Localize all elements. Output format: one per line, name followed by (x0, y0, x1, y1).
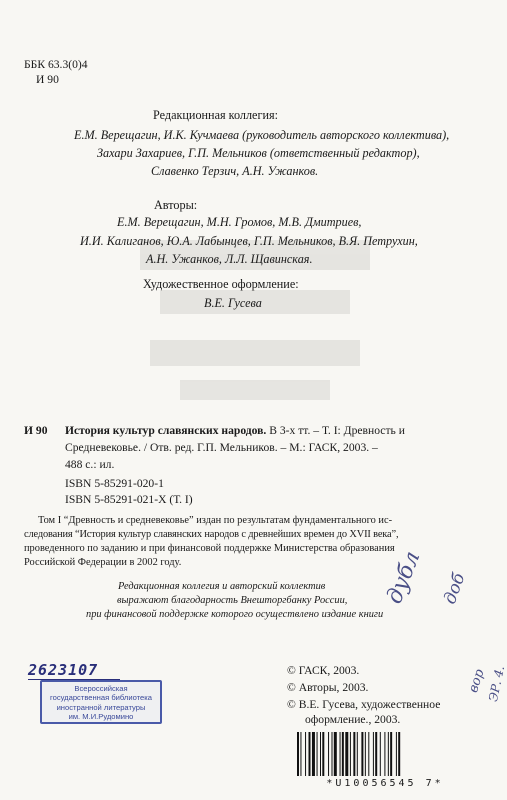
description-line-4: Российской Федерации в 2002 году. (24, 557, 182, 568)
editorial-board-line-2: Захари Захариев, Г.П. Мельников (ответственный редактор), (97, 146, 420, 160)
handwritten-note-4: доб (440, 570, 470, 607)
catalog-line-3: 488 с.: ил. (65, 458, 115, 471)
barcode-bar (398, 732, 400, 776)
authors-line-2: И.И. Калиганов, Ю.А. Лабынцев, Г.П. Мельников, В.Я. Петрухин, (80, 234, 418, 248)
authors-heading: Авторы: (154, 198, 198, 212)
art-design-heading: Художественное оформление: (143, 277, 299, 291)
description-line-1: Том I “Древность и средневековье” издан по результатам фундаментального ис- (38, 515, 393, 526)
editorial-board-line-1: Е.М. Верещагин, И.К. Кучмаева (руководитель авторского коллектива), (74, 128, 450, 142)
stamp-line-4: им. М.И.Рудомино (68, 712, 134, 722)
barcode-bar (309, 732, 311, 776)
barcode-bar (328, 732, 329, 776)
isbn-2: ISBN 5-85291-021-X (Т. I) (65, 493, 193, 506)
isbn-1: ISBN 5-85291-020-1 (65, 477, 164, 490)
editorial-board-line-3: Славенко Терзич, А.Н. Ужанков. (151, 164, 319, 178)
handwritten-note-2: вор (466, 667, 488, 695)
barcode-bar (380, 732, 381, 776)
barcode-bar (334, 732, 337, 776)
barcode-bar (332, 732, 333, 776)
handwritten-note-3: ЭР. 4. (486, 664, 507, 703)
barcode-bar (305, 732, 306, 776)
barcode-bar (320, 732, 321, 776)
copyright-design-cont: оформление., 2003. (305, 713, 401, 726)
barcode-bar (388, 732, 389, 776)
barcode-bar (357, 732, 358, 776)
author-mark: И 90 (36, 73, 59, 86)
acknowledgement-line-2: выражают благодарность Внешторгбанку России, (117, 595, 348, 606)
book-title: История культур славянских народов. (65, 424, 267, 437)
barcode-bar (340, 732, 341, 776)
barcode-bar (361, 732, 363, 776)
copyright-publisher: © ГАСК, 2003. (287, 664, 360, 677)
authors-line-1: Е.М. Верещагин, М.Н. Громов, М.В. Дмитриев, (117, 215, 362, 229)
barcode-bar (375, 732, 377, 776)
barcode-bar (342, 732, 344, 776)
bbk-code: ББК 63.3(0)4 (24, 58, 88, 71)
barcode-bar (300, 732, 301, 776)
barcode-bar (322, 732, 324, 776)
barcode (296, 732, 474, 776)
copyright-design: © В.Е. Гусева, художественное (287, 698, 441, 711)
catalog-code: И 90 (24, 424, 48, 437)
handwritten-note-1: дубл (382, 547, 426, 608)
inventory-number: 2623107 (28, 661, 120, 680)
barcode-bar (353, 732, 355, 776)
barcode-bar (384, 732, 385, 776)
catalog-line-2: Средневековье. / Отв. ред. Г.П. Мельников. – М.: ГАСК, 2003. – (65, 441, 378, 454)
barcode-bar (312, 732, 315, 776)
authors-line-3: А.Н. Ужанков, Л.Л. Щавинская. (146, 252, 313, 266)
acknowledgement-line-1: Редакционная коллегия и авторский коллектив (118, 581, 326, 592)
barcode-bar (345, 732, 348, 776)
catalog-volume: В 3-х тт. – Т. I: Древность и (266, 424, 405, 437)
art-design-name: В.Е. Гусева (204, 296, 262, 310)
editorial-board-heading: Редакционная коллегия: (153, 108, 278, 122)
stamp-line-3: иностранной литературы (56, 702, 146, 712)
acknowledgement-line-3: при финансовой поддержке которого осуществлено издание книги (86, 609, 384, 620)
barcode-bar (373, 732, 374, 776)
stamp-line-1: Всероссийская (74, 684, 128, 693)
description-line-3: проведенного по заданию и при финансовой поддержке Министерства образования (24, 543, 395, 554)
stamp-line-2: государственная библиотека (50, 693, 152, 703)
description-line-2: следования “История культур славянских народов с древнейших времен до XVII века”, (24, 529, 399, 540)
barcode-bar (350, 732, 351, 776)
barcode-bar (368, 732, 369, 776)
barcode-bar (390, 732, 392, 776)
copyright-authors: © Авторы, 2003. (287, 681, 369, 694)
barcode-bar (396, 732, 397, 776)
barcode-bar (297, 732, 299, 776)
barcode-bar (365, 732, 366, 776)
catalog-line-1 (65, 424, 405, 438)
barcode-bar (317, 732, 318, 776)
library-stamp (40, 680, 162, 724)
barcode-number: *U10056545 7* (326, 778, 444, 789)
